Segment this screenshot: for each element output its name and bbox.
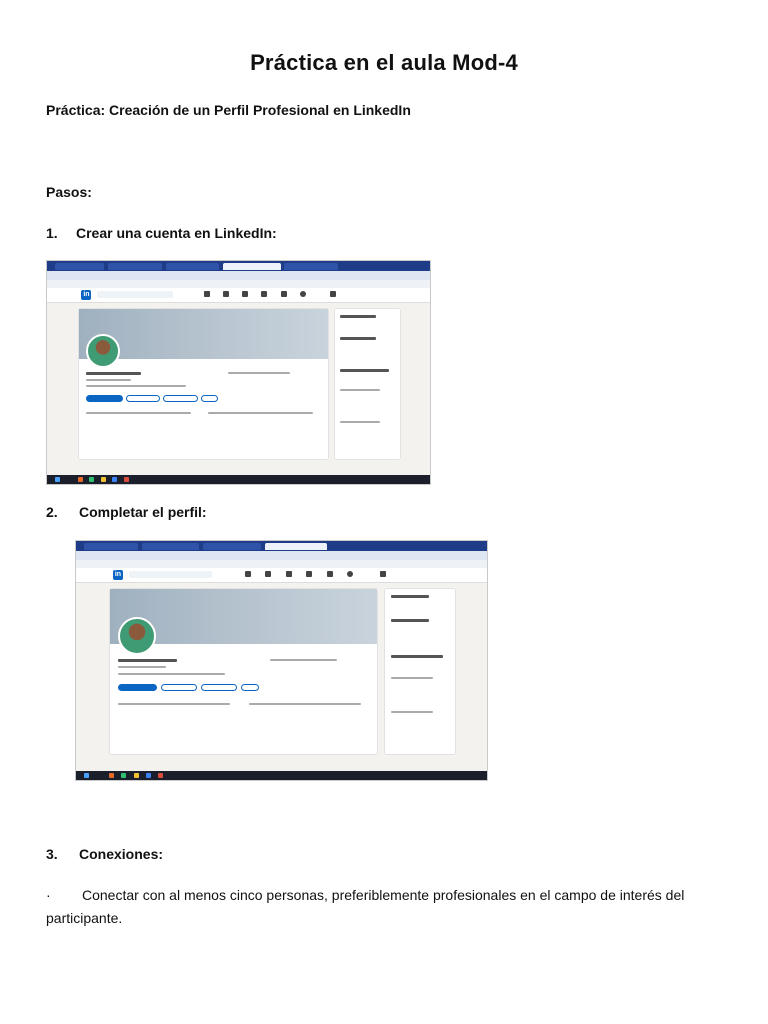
document-subtitle: Práctica: Creación de un Perfil Profesional en LinkedIn xyxy=(46,102,411,118)
profile-card xyxy=(109,588,378,755)
step-2 xyxy=(46,504,207,520)
document-title: Práctica en el aula Mod-4 xyxy=(250,50,518,75)
search-input xyxy=(129,571,211,578)
profile-card xyxy=(78,308,329,460)
step-number: 1. xyxy=(46,225,58,241)
windows-taskbar xyxy=(76,771,487,780)
linkedin-nav-bar xyxy=(76,568,487,583)
browser-tab-bar xyxy=(47,261,430,271)
browser-tab-bar xyxy=(76,541,487,551)
bullet-text: Conectar con al menos cinco personas, preferiblemente profesionales en el campo de interés del participante. xyxy=(46,887,685,926)
linkedin-logo-icon: in xyxy=(83,291,90,298)
linkedin-logo-icon: in xyxy=(114,571,122,578)
profile-sidebar xyxy=(384,588,456,755)
linkedin-profile-screenshot-1 xyxy=(46,260,431,485)
step-1 xyxy=(46,225,277,241)
step-number: 3. xyxy=(46,846,58,862)
connections-instruction xyxy=(46,884,726,930)
avatar xyxy=(86,334,120,368)
step-label: Crear una cuenta en LinkedIn: xyxy=(76,225,277,241)
linkedin-profile-screenshot-2 xyxy=(75,540,488,781)
search-input xyxy=(97,291,174,298)
step-label: Conexiones: xyxy=(79,846,164,862)
steps-heading: Pasos: xyxy=(46,184,92,200)
windows-taskbar xyxy=(47,475,430,484)
browser-address-bar xyxy=(76,551,487,560)
browser-address-bar xyxy=(47,271,430,280)
step-3 xyxy=(46,846,163,862)
step-label: Completar el perfil: xyxy=(79,504,207,520)
avatar xyxy=(118,617,156,655)
bullet-marker: · xyxy=(46,887,51,903)
profile-sidebar xyxy=(334,308,401,460)
linkedin-nav-bar xyxy=(47,288,430,303)
step-number: 2. xyxy=(46,504,58,520)
